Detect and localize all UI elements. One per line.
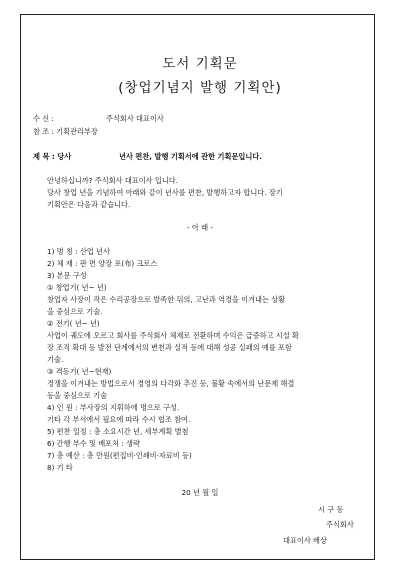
date-line: 20 년 월 일: [181, 488, 219, 497]
section-mark: - 아 래 -: [187, 223, 213, 232]
era-3-heading: ③ 격동기( 년~현재): [47, 367, 112, 376]
item-budget: 7) 총 예산 : 총 만원(편집비·인쇄비·자료비 등): [47, 451, 192, 460]
item-structure: 3) 본문 구성: [47, 271, 87, 280]
item-other: 8) 기 타: [47, 463, 73, 472]
sign-company: 주식회사: [326, 520, 354, 529]
sign-address: 시 구 동: [318, 505, 344, 514]
cc-line: 참 조 : 기획관리부장: [33, 127, 98, 136]
era-3-text-2: 등을 중심으로 기술: [47, 391, 108, 400]
sign-ceo: 대표이사 배상: [283, 536, 327, 545]
era-3-text-1: 경쟁을 이겨내는 방법으로서 경영의 다각화 추진 등, 불황 속에서의 난문제 해결: [47, 379, 295, 388]
item-format: 2) 체 재 : 판 면 양장 포(布) 크로스: [47, 259, 158, 268]
era-2-text-3: 기술.: [47, 355, 64, 364]
item-staff: 4) 인 원 : 부사장의 지휘하에 명으로 구성.: [47, 403, 180, 412]
era-2-text-2: 장 조직 확대 등 발전 단계에서의 변천과 실적 등에 대해 성공 실패의 예를 포함: [47, 343, 292, 352]
era-1-text-1: 창업자 사장이 작은 수리공장으로 발족한 뒤의, 고난과 역경을 이겨내는 상황: [47, 295, 286, 304]
era-2-text-1: 사업이 궤도에 오르고 회사를 주식회사 체제로 전환하며 수익은 급증하고 시설 확: [47, 331, 299, 340]
item-distribution: 6) 간행 부수 및 배포처 : 생략: [47, 439, 140, 448]
era-1-text-2: 을 중심으로 기술.: [47, 307, 103, 316]
intro-line-2: 당사 창업 년을 기념하여 아래와 같이 년사를 편찬, 발행하고자 합니다. 장기: [47, 188, 283, 197]
intro-line-1: 안녕하십니까? 주식회사 대표이사 입니다.: [47, 176, 178, 185]
subject-label: 제 목 : 당사: [33, 152, 72, 161]
era-2-heading: ② 전기( 년~ 년): [47, 319, 100, 328]
item-schedule: 5) 편찬 일정 : 총 소요시간 년, 세부계획 별첨: [47, 427, 189, 436]
item-staff-note: 기타 각 부서에서 필요에 따라 수시 협조 참여.: [47, 415, 191, 424]
to-value: 주식회사 대표이사: [106, 114, 164, 123]
item-name: 1) 명 칭 : 산업 년사: [47, 247, 110, 256]
era-1-heading: ① 창업기( 년~ 년): [47, 283, 107, 292]
to-label: 수 신 :: [33, 114, 54, 123]
doc-title: 도서 기획문: [162, 56, 238, 72]
intro-line-3: 기획안은 다음과 같습니다.: [47, 200, 131, 209]
subject-value: 년사 편찬, 발행 기획서에 관한 기획문입니다.: [119, 152, 262, 161]
doc-subtitle: (창업기념지 발행 기획안): [118, 80, 282, 96]
